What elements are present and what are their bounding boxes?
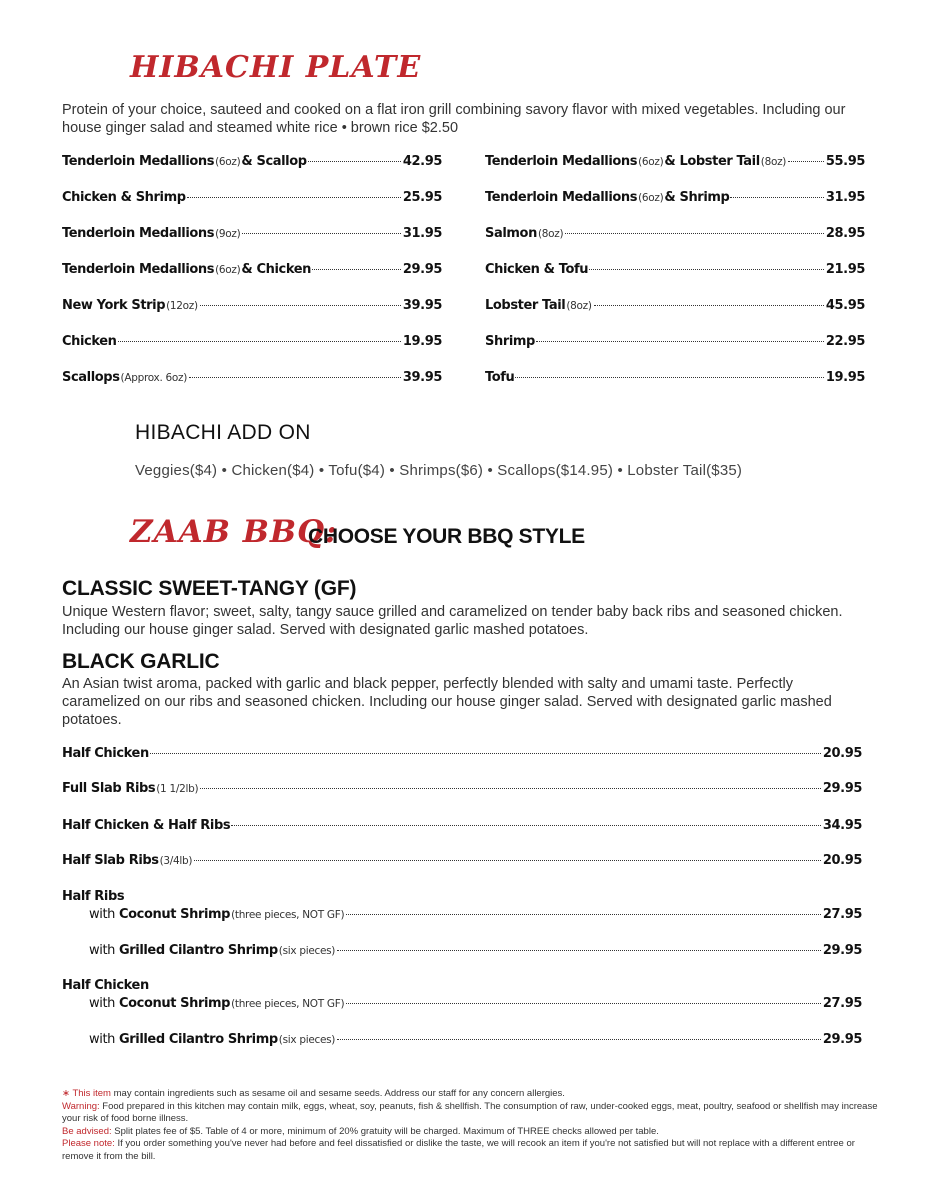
item-note: (six pieces)	[278, 1034, 336, 1046]
item-price: 29.95	[402, 262, 442, 277]
item-price: 28.95	[825, 226, 865, 241]
item-name: Chicken & Shrimp	[62, 190, 186, 205]
item-name-suffix: & Scallop	[241, 154, 307, 169]
dot-leader	[337, 950, 821, 951]
item-name-suffix: & Chicken	[241, 262, 312, 277]
item-note: (six pieces)	[278, 945, 336, 957]
dot-leader	[150, 753, 821, 754]
menu-item-row	[62, 262, 442, 277]
footer-notes	[62, 1088, 882, 1163]
item-price: 29.95	[822, 1032, 862, 1047]
footer-line-advised	[62, 1126, 882, 1139]
footer-line-note	[62, 1138, 882, 1163]
item-note: (8oz)	[760, 156, 787, 168]
menu-item-row	[485, 154, 865, 169]
menu-item-row	[62, 190, 442, 205]
item-name: Tofu	[485, 370, 515, 385]
asterisk-icon: ∗	[62, 1088, 70, 1099]
dot-leader	[200, 788, 821, 789]
bbq-group-title: Half Ribs	[62, 889, 125, 904]
item-price: 29.95	[822, 781, 862, 796]
item-name: Half Chicken & Half Ribs	[62, 818, 231, 833]
bbq-style-title-classic: CLASSIC SWEET-TANGY (GF)	[62, 577, 357, 600]
menu-item-row	[62, 853, 862, 868]
footer-label: This item	[72, 1088, 111, 1099]
item-prefix: with	[89, 996, 115, 1011]
item-name: Half Chicken	[62, 746, 149, 761]
item-prefix: with	[89, 1032, 115, 1047]
dot-leader	[312, 269, 401, 270]
bbq-group-title: Half Chicken	[62, 978, 149, 993]
item-note: (three pieces, NOT GF)	[231, 998, 345, 1010]
menu-item-row	[62, 781, 862, 796]
item-name: Tenderloin Medallions	[485, 154, 638, 169]
item-name: Shrimp	[485, 334, 535, 349]
menu-item-row	[62, 298, 442, 313]
item-note: (9oz)	[215, 228, 241, 240]
footer-line-warning	[62, 1101, 882, 1126]
item-price: 31.95	[402, 226, 442, 241]
item-price: 39.95	[402, 298, 442, 313]
dot-leader	[346, 1003, 821, 1004]
menu-item-row	[62, 226, 442, 241]
dot-leader	[118, 341, 401, 342]
item-name: Tenderloin Medallions	[485, 190, 638, 205]
item-price: 25.95	[402, 190, 442, 205]
item-name: Lobster Tail	[485, 298, 566, 313]
dot-leader	[231, 825, 821, 826]
menu-item-row	[62, 818, 862, 833]
item-name: New York Strip	[62, 298, 166, 313]
item-note: (6oz)	[638, 192, 664, 204]
item-note: (Approx. 6oz)	[120, 372, 188, 384]
item-name-suffix: & Lobster Tail	[664, 154, 760, 169]
item-price: 19.95	[402, 334, 442, 349]
footer-text: Food prepared in this kitchen may contain milk, eggs, wheat, soy, peanuts, fish & shellfish. The consumption of raw, under-cooked eggs, meat, poultry, seafood or shellfish may increase your risk of food borne illness.	[62, 1100, 878, 1124]
item-price: 21.95	[825, 262, 865, 277]
item-price: 20.95	[822, 853, 862, 868]
item-name: Tenderloin Medallions	[62, 262, 215, 277]
dot-leader	[589, 269, 824, 270]
menu-item-row	[485, 226, 865, 241]
item-name: Salmon	[485, 226, 537, 241]
item-name: Full Slab Ribs	[62, 781, 156, 796]
dot-leader	[788, 161, 824, 162]
item-price: 31.95	[825, 190, 865, 205]
item-price: 45.95	[825, 298, 865, 313]
dot-leader	[515, 377, 823, 378]
item-name: Scallops	[62, 370, 120, 385]
dot-leader	[346, 914, 821, 915]
item-price: 27.95	[822, 996, 862, 1011]
dot-leader	[730, 197, 823, 198]
menu-item-row	[62, 334, 442, 349]
item-prefix: with	[89, 943, 115, 958]
addon-list: Veggies($4) • Chicken($4) • Tofu($4) • Shrimps($6) • Scallops($14.95) • Lobster Tail($35)	[135, 462, 743, 479]
addon-title: HIBACHI ADD ON	[135, 421, 311, 444]
hibachi-description: Protein of your choice, sauteed and cooked on a flat iron grill combining savory flavor with mixed vegetables. Including our house ginger salad and steamed white rice • brown rice $2.50	[62, 102, 846, 136]
item-note: (6oz)	[638, 156, 664, 168]
footer-text: may contain ingredients such as sesame oil and sesame seeds. Address our staff for any concern allergies.	[110, 1088, 565, 1099]
item-price: 20.95	[822, 746, 862, 761]
menu-item-row	[89, 1032, 862, 1047]
item-price: 19.95	[825, 370, 865, 385]
item-price: 34.95	[822, 818, 862, 833]
item-note: (6oz)	[215, 264, 241, 276]
item-name: Coconut Shrimp	[118, 996, 231, 1011]
item-note: (12oz)	[166, 300, 198, 312]
dot-leader	[337, 1039, 821, 1040]
menu-item-row	[89, 943, 862, 958]
footer-label: Warning:	[62, 1100, 100, 1112]
menu-item-row	[485, 190, 865, 205]
item-price: 27.95	[822, 907, 862, 922]
dot-leader	[200, 305, 401, 306]
hibachi-plate-title: HIBACHI PLATE	[130, 50, 422, 85]
menu-item-row	[62, 370, 442, 385]
dot-leader	[536, 341, 824, 342]
dot-leader	[194, 860, 821, 861]
bbq-style-desc-black-garlic: An Asian twist aroma, packed with garlic and black pepper, perfectly blended with salty and umami taste. Perfectly caramelized on our ribs and seasoned chicken. Including our house ginger salad. Served with designated garlic mashed potatoes.	[62, 676, 832, 728]
dot-leader	[189, 377, 401, 378]
item-price: 55.95	[825, 154, 865, 169]
item-note: (3/4lb)	[159, 855, 193, 867]
dot-leader	[308, 161, 401, 162]
item-prefix: with	[89, 907, 115, 922]
menu-item-row	[62, 154, 442, 169]
item-note: (8oz)	[537, 228, 564, 240]
footer-label: Please note:	[62, 1138, 115, 1149]
footer-label: Be advised:	[62, 1125, 112, 1137]
footer-line-allergy	[62, 1088, 882, 1101]
item-name: Coconut Shrimp	[118, 907, 231, 922]
item-price: 29.95	[822, 943, 862, 958]
item-price: 22.95	[825, 334, 865, 349]
item-name: Grilled Cilantro Shrimp	[118, 1032, 278, 1047]
item-note: (6oz)	[215, 156, 241, 168]
footer-text: If you order something you've never had before and feel dissatisfied or dislike the taste, we will recook an item if you're not satisfied but will not replace with a different entree or remove it from the bill.	[62, 1138, 855, 1162]
item-name: Tenderloin Medallions	[62, 226, 215, 241]
item-name: Grilled Cilantro Shrimp	[118, 943, 278, 958]
menu-item-row	[62, 746, 862, 761]
item-name: Tenderloin Medallions	[62, 154, 215, 169]
zaab-bbq-subtitle: CHOOSE YOUR BBQ STYLE	[308, 525, 585, 548]
item-name: Half Slab Ribs	[62, 853, 159, 868]
menu-item-row	[485, 334, 865, 349]
footer-text: Split plates fee of $5. Table of 4 or more, minimum of 20% gratuity will be charged. Maximum of THREE checks allowed per table.	[111, 1125, 659, 1137]
item-note: (three pieces, NOT GF)	[231, 909, 345, 921]
item-note: (8oz)	[566, 300, 592, 312]
dot-leader	[187, 197, 401, 198]
item-name: Chicken	[62, 334, 117, 349]
item-price: 42.95	[402, 154, 442, 169]
item-name: Chicken & Tofu	[485, 262, 589, 277]
menu-item-row	[89, 907, 862, 922]
bbq-style-desc-classic: Unique Western flavor; sweet, salty, tangy sauce grilled and caramelized on tender baby back ribs and seasoned chicken. Including our house ginger salad. Served with designated garlic mashed potatoes.	[62, 604, 843, 638]
bbq-style-title-black-garlic: BLACK GARLIC	[62, 650, 220, 673]
menu-item-row	[485, 298, 865, 313]
menu-item-row	[485, 262, 865, 277]
dot-leader	[242, 233, 400, 234]
zaab-bbq-title: ZAAB BBQ:	[130, 514, 338, 550]
dot-leader	[565, 233, 824, 234]
dot-leader	[594, 305, 824, 306]
item-price: 39.95	[402, 370, 442, 385]
item-name-suffix: & Shrimp	[664, 190, 730, 205]
item-note: (1 1/2lb)	[156, 783, 199, 795]
menu-item-row	[485, 370, 865, 385]
menu-item-row	[89, 996, 862, 1011]
